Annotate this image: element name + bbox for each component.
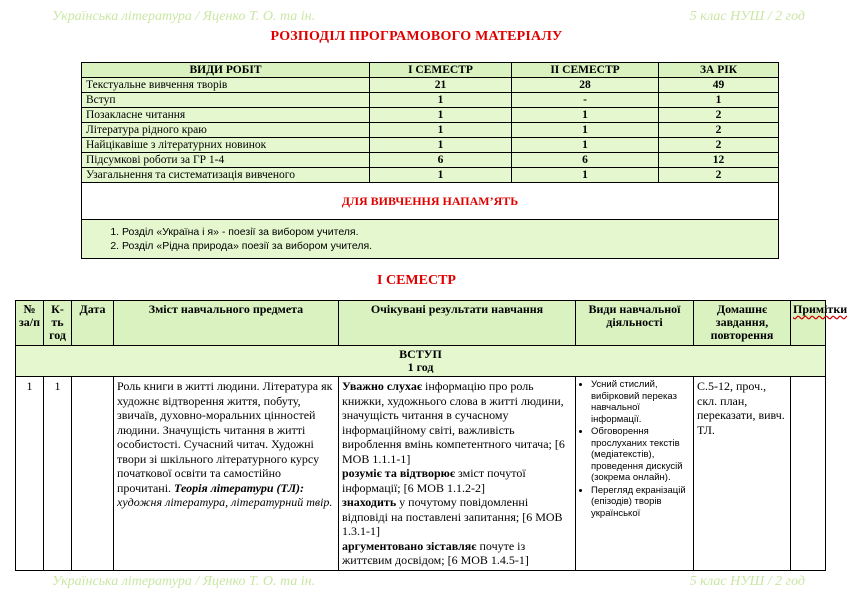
distribution-row [82, 93, 779, 108]
section-row [16, 346, 826, 377]
work-type-name: Підсумкові роботи за ГР 1-4 [82, 153, 370, 168]
lesson-content-text: Роль книги в житті людини. Література як художнє відтворення життя, побуту, звичаїв, духовно-моральних цінностей людини. Значущість читання в житті особистості. Сучасний читач. Художні твори зі шкільного літературного курсу початкової освіти та самостійно прочитані. [117, 379, 333, 495]
lesson-plan-table [15, 300, 847, 571]
section-name: ВСТУП [399, 347, 442, 361]
distribution-header-row [82, 63, 779, 78]
memorize-item: 2. Розділ «Рідна природа» поезії за вибором учителя. [122, 239, 774, 253]
memorize-list [86, 225, 774, 253]
semester-2-hours: 1 [512, 168, 659, 183]
semester-1-hours: 1 [370, 138, 512, 153]
footer-book-title: Українська література / Яценко Т. О. та ін. [52, 574, 316, 589]
plan-header-row [16, 301, 826, 346]
page-header [52, 9, 805, 25]
activity-item: • Перегляд екранізацій (епізодів) творів української [591, 485, 690, 520]
distribution-row [82, 153, 779, 168]
lesson-hours: 1 [44, 377, 72, 571]
col-results: Очікувані результати навчання [339, 301, 576, 346]
col-year: ЗА РІК [659, 63, 779, 78]
activity-item: • Усний стислий, вибірковий переказ навчальної інформації. [591, 379, 690, 425]
col-date: Дата [72, 301, 114, 346]
distribution-row [82, 168, 779, 183]
col-content: Зміст навчального предмета [114, 301, 339, 346]
lesson-activities [576, 377, 694, 571]
memorize-header-row [82, 183, 779, 220]
theory-text: художня література, літературний твір. [117, 495, 333, 509]
result-item: аргументовано зіставляє почуте із життєвим досвідом; [6 МОВ 1.4.5-1] [342, 538, 529, 567]
semester-2-hours: 1 [512, 123, 659, 138]
work-type-name: Текстуальне вивчення творів [82, 78, 370, 93]
document-title: РОЗПОДІЛ ПРОГРАМОВОГО МАТЕРІАЛУ [270, 29, 563, 44]
distribution-table [81, 62, 779, 259]
col-work-types: ВИДИ РОБІТ [82, 63, 370, 78]
section-hours: 1 год [407, 360, 434, 374]
semester-2-hours: 28 [512, 78, 659, 93]
result-item: розуміє та відтворює зміст почутої інформації; [6 МОВ 1.1.2-2] [342, 466, 526, 495]
semester-2-hours: 1 [512, 138, 659, 153]
footer-grade: 5 клас НУШ / 2 год [689, 574, 805, 589]
semester-1-hours: 1 [370, 108, 512, 123]
col-semester-2: ІІ СЕМЕСТР [512, 63, 659, 78]
work-type-name: Вступ [82, 93, 370, 108]
distribution-row [82, 123, 779, 138]
work-type-name: Найцікавіше з літературних новинок [82, 138, 370, 153]
result-item: знаходить у почутому повідомленні відповіді на поставлені запитання; [6 МОВ 1.3.1-1] [342, 495, 563, 538]
page-footer [52, 574, 805, 590]
memorize-item: 1. Розділ «Україна і я» - поезії за вибором учителя. [122, 225, 774, 239]
semester-1-hours: 21 [370, 78, 512, 93]
semester-2-hours: - [512, 93, 659, 108]
semester-1-hours: 1 [370, 123, 512, 138]
col-activities: Види навчальної діяльності [576, 301, 694, 346]
distribution-row [82, 108, 779, 123]
work-type-name: Позакласне читання [82, 108, 370, 123]
col-homework: Домашнє завдання, повторення [694, 301, 791, 346]
col-notes: Примітки [791, 301, 826, 346]
distribution-row [82, 138, 779, 153]
semester-title: І СЕМЕСТР [377, 273, 456, 288]
year-hours: 49 [659, 78, 779, 93]
header-grade: 5 клас НУШ / 2 год [689, 9, 805, 24]
activity-item: • Обговорення прослуханих текстів (медіатекстів), проведення дискусій (зокрема онлайн). [591, 426, 690, 484]
lesson-content [114, 377, 339, 571]
semester-2-hours: 1 [512, 108, 659, 123]
col-num: № за/п [16, 301, 44, 346]
col-semester-1: І СЕМЕСТР [370, 63, 512, 78]
year-hours: 2 [659, 108, 779, 123]
col-hours: К-ть год [44, 301, 72, 346]
semester-2-hours: 6 [512, 153, 659, 168]
semester-1-hours: 1 [370, 93, 512, 108]
year-hours: 1 [659, 93, 779, 108]
memorize-list-row [82, 220, 779, 259]
result-item: Уважно слухає інформацію про роль книжки, художнього слова в житті людини, значущість читання в сучасному інформаційному світі, важливість вироблення вмінь компетентного читача; [6 МОВ 1.1.1-1] [342, 379, 565, 466]
work-type-name: Література рідного краю [82, 123, 370, 138]
lesson-results [339, 377, 576, 571]
year-hours: 12 [659, 153, 779, 168]
lesson-num: 1 [16, 377, 44, 571]
memorize-title: ДЛЯ ВИВЧЕННЯ НАПАМ’ЯТЬ [82, 183, 779, 220]
year-hours: 2 [659, 168, 779, 183]
distribution-row [82, 78, 779, 93]
semester-1-hours: 6 [370, 153, 512, 168]
year-hours: 2 [659, 123, 779, 138]
semester-1-hours: 1 [370, 168, 512, 183]
work-type-name: Узагальнення та систематизація вивченого [82, 168, 370, 183]
lesson-row [16, 377, 826, 571]
lesson-date [72, 377, 114, 571]
theory-label: Теорія літератури (ТЛ): [174, 480, 305, 495]
header-book-title: Українська література / Яценко Т. О. та ін. [52, 9, 316, 24]
year-hours: 2 [659, 138, 779, 153]
lesson-homework: С.5-12, проч., скл. план, переказати, вивч. ТЛ. [694, 377, 791, 571]
lesson-notes [791, 377, 826, 571]
